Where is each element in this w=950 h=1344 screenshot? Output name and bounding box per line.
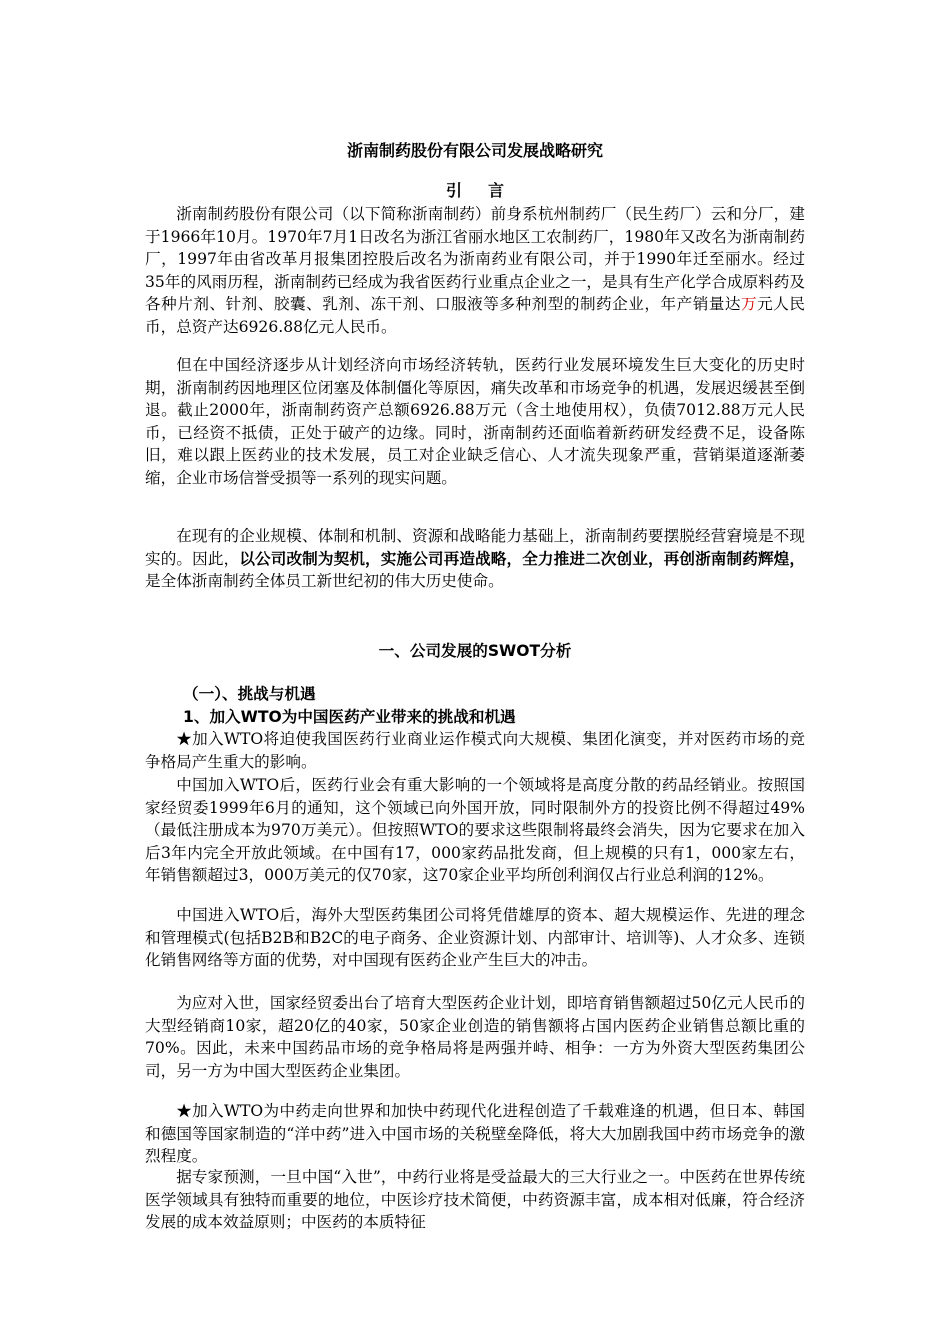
wto-paragraph-5: ★加入WTO为中药走向世界和加快中药现代化进程创造了千载难逢的机遇，但日本、韩国和德国等国家制造的“洋中药”进入中国市场的关税壁垒降低，将大大加剧我国中药市场竞争的激烈程度。 <box>145 1102 805 1166</box>
section-heading-swot: 一、公司发展的SWOT分析 <box>378 642 572 660</box>
intro-heading: 引言 <box>445 181 530 200</box>
wto-paragraph-6: 据专家预测，一旦中国“入世”，中药行业将是受益最大的三大行业之一。中医药在世界传统医学领域具有独特而重要的地位，中医诊疗技术简便，中药资源丰富，成本相对低廉，符合经济发展的成本效益原则；中医药的本质特征 <box>145 1168 805 1232</box>
wto-paragraph-2: 中国加入WTO后，医药行业会有重大影响的一个领域将是高度分散的药品经销业。按照国家经贸委1999年6月的通知，这个领域已向外国开放，同时限制外方的投资比例不得超过49%（最低注册成本为970万美元）。但按照WTO的要求这些限制将最终会消失，因为它要求在加入后3年内完全开放此领域。在中国有17，000家药品批发商，但上规模的只有1，000家左右，年销售额超过3，000万美元的仅70家，这70家企业平均所创利润仅占行业总利润的12%。 <box>145 776 805 885</box>
wto-paragraph-3: 中国进入WTO后，海外大型医药集团公司将凭借雄厚的资本、超大规模运作、先进的理念和管理模式(包括B2B和B2C的电子商务、企业资源计划、内部审计、培训等)、人才众多、连锁化销售网络等方面的优势，对中国现有医药企业产生巨大的冲击。 <box>145 906 805 970</box>
intro-paragraph-3 <box>145 525 805 593</box>
intro-paragraph-1-red-text: 万 <box>741 295 758 314</box>
wto-paragraph-4: 为应对入世，国家经贸委出台了培育大型医药企业计划，即培育销售额超过50亿元人民币的大型经销商10家，超20亿的40家，50家企业创造的销售额将占国内医药企业销售总额比重的70%。因此，未来中国药品市场的竞争格局将是两强并峙、相争：一方为外资大型医药集团公司，另一方为中国大型医药企业集团。 <box>145 994 805 1080</box>
document-title: 浙南制药股份有限公司发展战略研究 <box>346 141 603 160</box>
intro-paragraph-3-bold: 以公司改制为契机，实施公司再造战略，全力推进二次创业，再创浙南制药辉煌， <box>239 548 805 568</box>
intro-paragraph-3-text: 在现有的企业规模、体制和机制、资源和战略能力基础上，浙南制药要摆脱经营窘境是不现实的。因此， <box>145 527 805 568</box>
intro-paragraph-3-tail: 是全体浙南制药全体员工新世纪初的伟大历史使命。 <box>145 572 504 591</box>
wto-paragraph-1: ★加入WTO将迫使我国医药行业商业运作模式向大规模、集团化演变，并对医药市场的竞争格局产生重大的影响。 <box>145 730 805 771</box>
subsection-heading-wto: 1、加入WTO为中国医药产业带来的挑战和机遇 <box>183 708 516 726</box>
subsection-heading-challenges: （一）、挑战与机遇 <box>183 685 316 703</box>
intro-paragraph-1-text: 浙南制药股份有限公司（以下简称浙南制药）前身系杭州制药厂（民生药厂）云和分厂，建于1966年10月。1970年7月1日改名为浙江省丽水地区工农制药厂，1980年又改名为浙南制药厂，1997年由省改革月报集团控股后改名为浙南药业有限公司，并于1990年迁至丽水。经过35年的风雨历程，浙南制药已经成为我省医药行业重点企业之一，是具有生产化学合成原料药及各种片剂、针剂、胶囊、乳剂、冻干剂、口服液等多种剂型的制药企业，年产销量达 <box>145 205 805 314</box>
intro-paragraph-1 <box>145 203 805 339</box>
intro-paragraph-2: 但在中国经济逐步从计划经济向市场经济转轨，医药行业发展环境发生巨大变化的历史时期，浙南制药因地理区位闭塞及体制僵化等原因，痛失改革和市场竞争的机遇，发展迟缓甚至倒退。截止2000年，浙南制药资产总额6926.88万元（含土地使用权），负债7012.88万元人民币，已经资不抵债，正处于破产的边缘。同时，浙南制药还面临着新药研发经费不足，设备陈旧，难以跟上医药业的技术发展，员工对企业缺乏信心、人才流失现象严重，营销渠道逐渐萎缩，企业市场信誉受损等一系列的现实问题。 <box>145 356 805 487</box>
intro-paragraph-1-tail: 元人民币，总资产达6926.88亿元人民币。 <box>145 295 805 336</box>
